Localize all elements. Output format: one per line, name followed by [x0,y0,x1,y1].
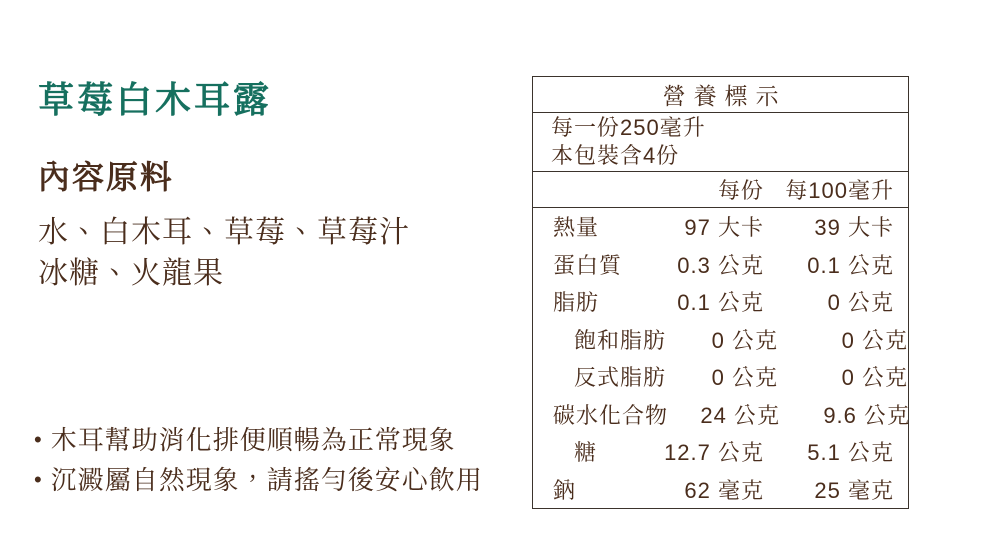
row-value-per-100ml: 0 公克 [841,327,909,353]
nutrition-row [533,396,911,434]
column-header-row [533,172,908,208]
row-value-per-serving: 62 毫克 [684,477,764,503]
row-value-per-100ml: 0 公克 [827,290,894,316]
bullet-icon: • [34,427,43,452]
nutrition-table-title: 營養標示 [533,77,908,113]
ingredient-line: 水、白木耳、草莓、草莓汁 [38,216,410,249]
row-label: 脂肪 [553,290,600,316]
note-text: 木耳幫助消化排便順暢為正常現象 [50,425,456,455]
row-value-per-100ml: 0.1 公克 [807,252,894,278]
nutrition-row [533,471,908,509]
note-text: 沉澱屬自然現象，請搖勻後安心飲用 [50,465,483,495]
row-value-per-100ml: 5.1 公克 [807,440,894,466]
ingredients-heading: 內容原料 [38,159,175,195]
serving-line: 每一份250毫升 [551,115,706,140]
row-label: 反式脂肪 [574,365,667,391]
nutrition-row [533,433,908,471]
row-value-per-serving: 0 公克 [711,327,779,353]
row-value-per-100ml: 39 大卡 [814,215,894,241]
row-value-per-100ml: 0 公克 [841,365,909,391]
row-label: 飽和脂肪 [574,327,667,353]
nutrition-row [533,283,908,321]
row-value-per-serving: 12.7 公克 [664,440,764,466]
nutrition-row [533,246,908,284]
nutrition-row [533,358,908,396]
nutrition-row [533,321,908,359]
serving-info [533,113,908,172]
row-value-per-serving: 0.1 公克 [677,290,764,316]
column-header-per-serving: 每份 [717,178,764,203]
row-label: 碳水化合物 [553,402,669,428]
row-value-per-100ml: 25 毫克 [814,477,894,503]
serving-line: 本包裝含4份 [551,143,680,168]
nutrition-table [532,76,909,509]
bullet-icon: • [34,467,43,492]
note-item [34,420,483,460]
row-label: 熱量 [553,215,600,241]
nutrition-rows [533,208,911,508]
column-header-per-100ml: 每100毫升 [785,178,894,203]
note-item [34,460,483,500]
row-value-per-serving: 97 大卡 [684,215,764,241]
page-title: 草莓白木耳露 [38,79,273,120]
row-label: 鈉 [553,477,577,503]
nutrition-row [533,208,908,246]
row-value-per-100ml: 9.6 公克 [823,402,911,428]
ingredients-list [38,212,410,294]
row-value-per-serving: 24 公克 [700,402,781,428]
row-value-per-serving: 0.3 公克 [677,252,764,278]
notes-list [34,420,483,500]
ingredient-line: 冰糖、火龍果 [38,257,224,290]
row-label: 蛋白質 [553,252,623,278]
row-value-per-serving: 0 公克 [711,365,779,391]
row-label: 糖 [574,440,598,466]
